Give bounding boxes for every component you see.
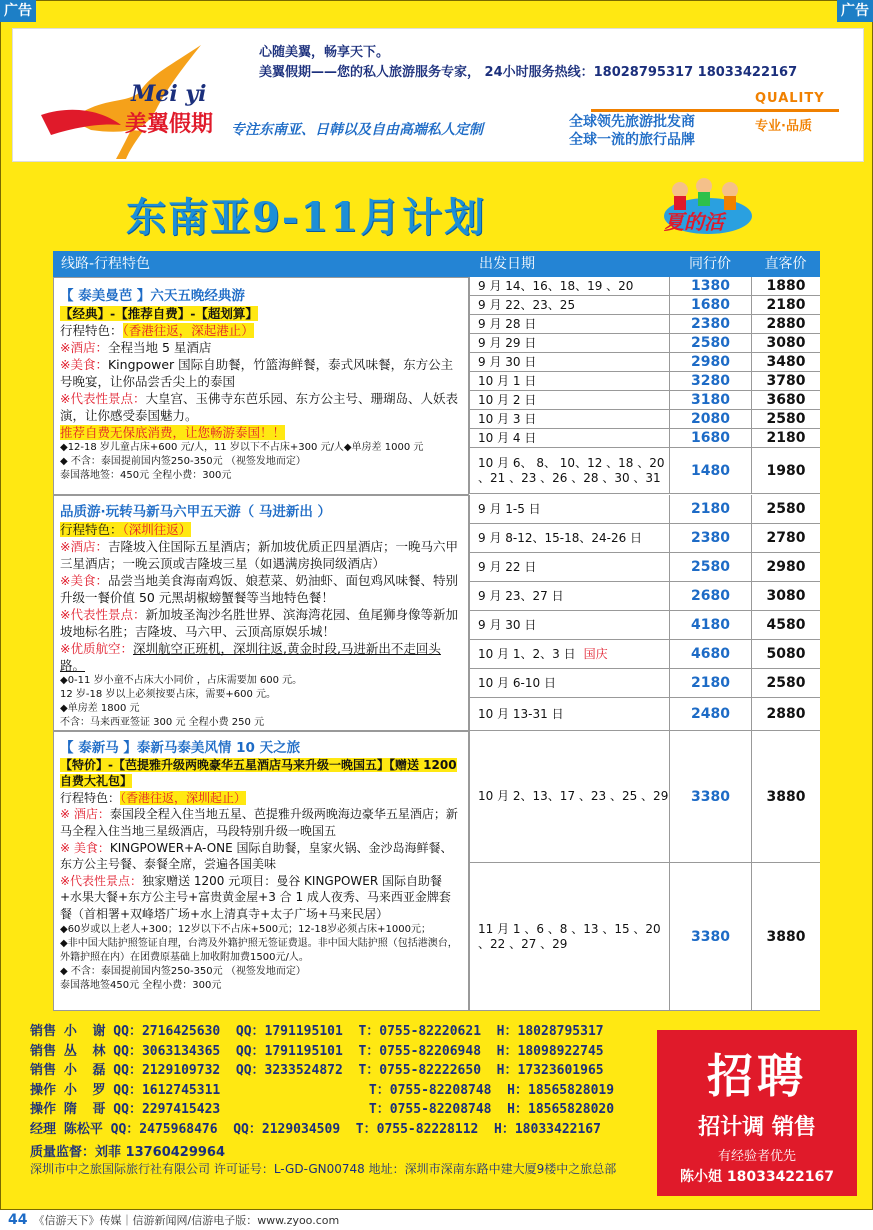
departure-date [469,582,669,611]
date-text: 9 月 28 日 [478,316,537,331]
route-2-feature: （深圳往返） [122,522,192,537]
peer-price: 1480 [669,448,751,494]
contact-list [30,1022,614,1140]
peer-price: 2080 [669,410,751,429]
holiday-note: 国庆 [583,646,608,661]
departure-date [469,698,669,731]
peer-price: 2680 [669,582,751,611]
banner-slogan: 专注东南亚、日韩以及自由高端私人定制 [231,122,483,138]
departure-date [469,863,669,1011]
recruit-note: 有经验者优先 [717,1149,796,1164]
retail-price: 2580 [751,410,820,429]
departure-date [469,669,669,698]
peer-price: 2580 [669,553,751,582]
route-1-name: 【 泰美曼芭 】六天五晚经典游 [60,288,245,304]
route-1-sight-label: ※代表性景点： [60,391,146,406]
page-footer [0,1212,873,1230]
peer-price: 1680 [669,429,751,448]
date-text: 11 月 1 、6 、8 、13 、15 、20 、22 、27 、29 [478,921,661,951]
departure-date [469,429,669,448]
peer-price: 2180 [669,669,751,698]
ad-label-left: 广告 [0,0,36,22]
contact-row: 销售 小 磊 QQ：2129109732 QQ：3233524872 T：0755-82222650 H：17323601965 [30,1063,604,1079]
departure-date [469,611,669,640]
retail-price: 3080 [751,582,820,611]
departure-date [469,731,669,863]
retail-price: 2880 [751,315,820,334]
route-2-hotel-label: ※酒店： [60,539,108,554]
date-text: 10 月 2、13、17 、23 、25 、29 [478,789,669,803]
route-1-food-label: ※美食： [60,357,108,372]
peer-price: 1680 [669,296,751,315]
peer-price: 3380 [669,731,751,863]
summer-logo-text: 夏的活 [664,210,724,234]
route-1-hotel-label: ※酒店： [60,340,108,355]
date-text: 9 月 8-12、15-18、24-26 日 [478,530,643,545]
date-text: 10 月 2 日 [478,392,537,407]
banner-global-2: 全球一流的旅行品牌 [569,132,695,148]
retail-price: 3480 [751,353,820,372]
route-2-name: 品质游·玩转马新马六甲五天游（ 马进新出 ） [60,504,332,520]
recruit-positions: 招计调 销售 [698,1115,816,1140]
retail-price: 3080 [751,334,820,353]
route-3-food-label: ※ 美食： [60,840,110,855]
ad-label-right: 广告 [837,0,873,22]
route-2-description [53,495,469,731]
header-peer-price: 同行价 [669,251,751,277]
contact-row: 销售 丛 林 QQ：3063134365 QQ：1791195101 T：0755-82206948 H：18098922745 [30,1043,604,1059]
departure-date [469,334,669,353]
departure-date [469,277,669,296]
route-1-food: Kingpower 国际自助餐，竹篮海鲜餐，泰式风味餐，东方公主号晚宴，让你品尝舌尖上的泰国 [60,357,454,389]
route-3-food: KINGPOWER+A-ONE 国际自助餐，皇家火锅、金沙岛海鲜餐、东方公主号餐、泰餐全席，尝遍各国美味 [60,840,453,872]
retail-price: 2880 [751,698,820,731]
route-1-tags: 【经典】-【推荐自费】-【超划算】 [60,306,258,321]
retail-price: 2780 [751,524,820,553]
route-3-feature: （香港往返，深圳起止） [120,790,247,805]
route-3-hotel: 泰国段全程入住当地五星、芭提雅升级两晚海边豪华五星酒店；新马全程入住当地三星级酒店，马段特别升级一晚国五 [60,807,458,838]
peer-price: 2980 [669,353,751,372]
date-text: 9 月 1-5 日 [478,501,541,516]
date-text: 10 月 1、2、3 日 [478,646,576,661]
route-2-food: 品尝当地美食海南鸡饭、娘惹菜、奶油虾、面包鸡风味餐、特别升级一餐价值 50 元黑胡椒螃蟹餐等当地特色餐！ [60,573,458,605]
route-2-note-4: 不含：马来西亚签证 300 元 全程小费 250 元 [60,717,265,728]
date-text: 10 月 4 日 [478,430,537,445]
route-2-sight: 新加坡圣淘沙名胜世界、滨海湾花园、鱼尾狮身像等新加坡地标名胜；吉隆坡、马六甲、云顶高原娱乐城！ [60,607,458,639]
departure-date [469,315,669,334]
retail-price: 2580 [751,495,820,524]
banner-tagline: 心随美翼，畅享天下。 [259,45,390,60]
route-2-air-label: ※优质航空： [60,641,133,656]
contact-row: 销售 小 谢 QQ：2716425630 QQ：1791195101 T：0755-82220621 H：18028795317 [30,1024,604,1039]
route-2-hotel: 吉隆坡入住国际五星酒店；新加坡优质正四星酒店；一晚马六甲三星酒店；一晚云顶或吉隆坡三星（如遇满房换同级酒店） [60,539,458,571]
peer-price: 2380 [669,524,751,553]
company-info: 深圳市中之旅国际旅行社有限公司 许可证号：L-GD-GN00748 地址：深圳市深南东路中建大厦9楼中之旅总部 [30,1162,617,1176]
date-text: 9 月 14、16、18、19 、20 [478,278,634,293]
peer-price: 3180 [669,391,751,410]
page-title: 东南亚9-11月计划 [126,194,487,241]
retail-price: 5080 [751,640,820,669]
date-text: 10 月 6、 8、 10、12 、18 、20 、21 、23 、26 、28 、30 、31 [478,455,665,485]
route-1-note-2: ◆ 不含：泰国提前国内签250-350元 （视签发地而定） [60,456,306,467]
departure-date [469,391,669,410]
route-1-sight: 大皇宫、玉佛寺东芭乐园、东方公主号、珊瑚岛、人妖表演，让你感受泰国魅力。 [60,391,458,423]
retail-price: 2580 [751,669,820,698]
route-1-description [53,277,469,495]
route-3-note-3: ◆ 不含：泰国提前国内签250-350元 （视签发地而定） [60,965,306,977]
departure-date [469,296,669,315]
recruit-title: 招聘 [707,1049,807,1103]
date-text: 10 月 6-10 日 [478,675,556,690]
page-number: 44 [8,1212,28,1228]
peer-price: 3380 [669,863,751,1011]
brand-chinese: 美翼假期 [125,112,214,137]
retail-price: 2180 [751,296,820,315]
route-1-feature-label: 行程特色： [60,323,123,338]
date-text: 10 月 3 日 [478,411,537,426]
footer-text: 《信游天下》传媒｜信游新闻网/信游电子版：www.zyoo.com [33,1214,340,1227]
header-route: 线路-行程特色 [53,251,469,277]
quality-label: QUALITY [755,91,825,106]
brand-banner [12,28,864,162]
route-3-hotel-label: ※ 酒店： [60,807,110,822]
retail-price: 3880 [751,731,820,863]
date-text: 10 月 13-31 日 [478,706,564,721]
route-3-tags: 【特价】-【芭提雅升级两晚豪华五星酒店马来升级一晚国五】【赠送 1200 自费大礼包】 [60,757,457,789]
departure-date [469,524,669,553]
route-2-note-2: 12 岁-18 岁以上必须按要占床，需要+600 元。 [60,689,277,700]
date-text: 9 月 30 日 [478,354,537,369]
header-date: 出发日期 [469,251,669,277]
departure-date [469,448,669,494]
route-1-note-1: ◆12-18 岁儿童占床+600 元/人，11 岁以下不占床+300 元/人◆单房差 1000 元 [60,442,424,453]
route-1-hotel: 全程当地 5 星酒店 [107,340,212,355]
route-2-note-1: ◆0-11 岁小童不占床大小同价 ，占床需要加 600 元。 [60,675,303,686]
peer-price: 4180 [669,611,751,640]
retail-price: 2980 [751,553,820,582]
route-2-food-label: ※美食： [60,573,108,588]
retail-price: 3880 [751,863,820,1011]
date-text: 9 月 22 日 [478,559,537,574]
recruit-contact: 陈小姐 18033422167 [679,1169,835,1185]
route-1-promo: 推荐自费无保底消费，让您畅游泰国！！ [60,425,286,440]
peer-price: 2380 [669,315,751,334]
route-2-feature-label: 行程特色： [60,522,123,537]
contact-row: 操作 小 罗 QQ：1612745311 T：0755-82208748 H：18565828019 [30,1082,615,1098]
retail-price: 1980 [751,448,820,494]
departure-date [469,495,669,524]
route-3-note-1: ◆60岁或以上老人+300；12岁以下不占床+500元；12-18岁必须占床+1000元； [60,923,431,935]
route-3-note-2: ◆非中国大陆护照签证自理，台湾及外籍护照无签证费退。非中国大陆护照（包括港澳台，外籍护照在内）在团费原基础上加收附加费1500元/人。 [60,937,458,963]
route-3-feature-label: 行程特色： [60,790,121,805]
route-3-sight-label: ※代表性景点： [60,873,143,888]
departure-date [469,640,669,669]
contact-row: 经理 陈松平 QQ：2475968476 QQ：2129034509 T：0755-82228112 H：18033422167 [30,1121,601,1137]
departure-date [469,372,669,391]
departure-date [469,410,669,429]
route-3-description [53,731,469,1011]
peer-price: 1380 [669,277,751,296]
retail-price: 3780 [751,372,820,391]
route-1-note-3: 泰国落地签：450元 全程小费：300元 [60,470,232,481]
date-text: 9 月 29 日 [478,335,537,350]
header-retail-price: 直客价 [751,251,820,277]
contact-row: 操作 隋 哥 QQ：2297415423 T：0755-82208748 H：18565828020 [30,1102,615,1118]
peer-price: 4680 [669,640,751,669]
retail-price: 1880 [751,277,820,296]
date-text: 9 月 23、27 日 [478,588,564,603]
date-text: 9 月 30 日 [478,617,537,632]
banner-hotline: 美翼假期——您的私人旅游服务专家， 24小时服务热线：18028795317 18033422167 [259,65,798,80]
departure-date [469,353,669,372]
retail-price: 2180 [751,429,820,448]
quality-supervision: 质量监督：刘菲 13760429964 [30,1145,226,1160]
departure-date [469,553,669,582]
brand-english: Mei yi [131,81,207,107]
route-3-name: 【 泰新马 】泰新马泰美风情 10 天之旅 [60,740,301,756]
route-2-sight-label: ※代表性景点： [60,607,146,622]
route-2-air: 深圳航空正班机，深圳往返,黄金时段,马进新出不走回头路。 [60,641,441,673]
peer-price: 2180 [669,495,751,524]
tour-table [53,251,820,1011]
retail-price: 3680 [751,391,820,410]
peer-price: 2580 [669,334,751,353]
route-1-feature: （香港往返，深起港止） [122,323,254,338]
route-2-note-3: ◆单房差 1800 元 [60,703,140,714]
route-3-note-4: 泰国落地签450元 全程小费：300元 [60,979,222,991]
pro-quality-label: 专业·品质 [755,119,812,134]
banner-global-1: 全球领先旅游批发商 [569,114,695,130]
peer-price: 3280 [669,372,751,391]
retail-price: 4580 [751,611,820,640]
peer-price: 2480 [669,698,751,731]
date-text: 10 月 1 日 [478,373,537,388]
date-text: 9 月 22、23、25 [478,297,576,312]
route-3-sight: 独家赠送 1200 元项目：曼谷 KINGPOWER 国际自助餐+水果大餐+东方公主号+富贵黄金屋+3 合 1 成人夜秀、马来西亚金牌套餐（首相署+双峰塔广场+水上清真寺+太子广场+马来民居） [60,873,451,921]
recruit-box [657,1030,857,1196]
